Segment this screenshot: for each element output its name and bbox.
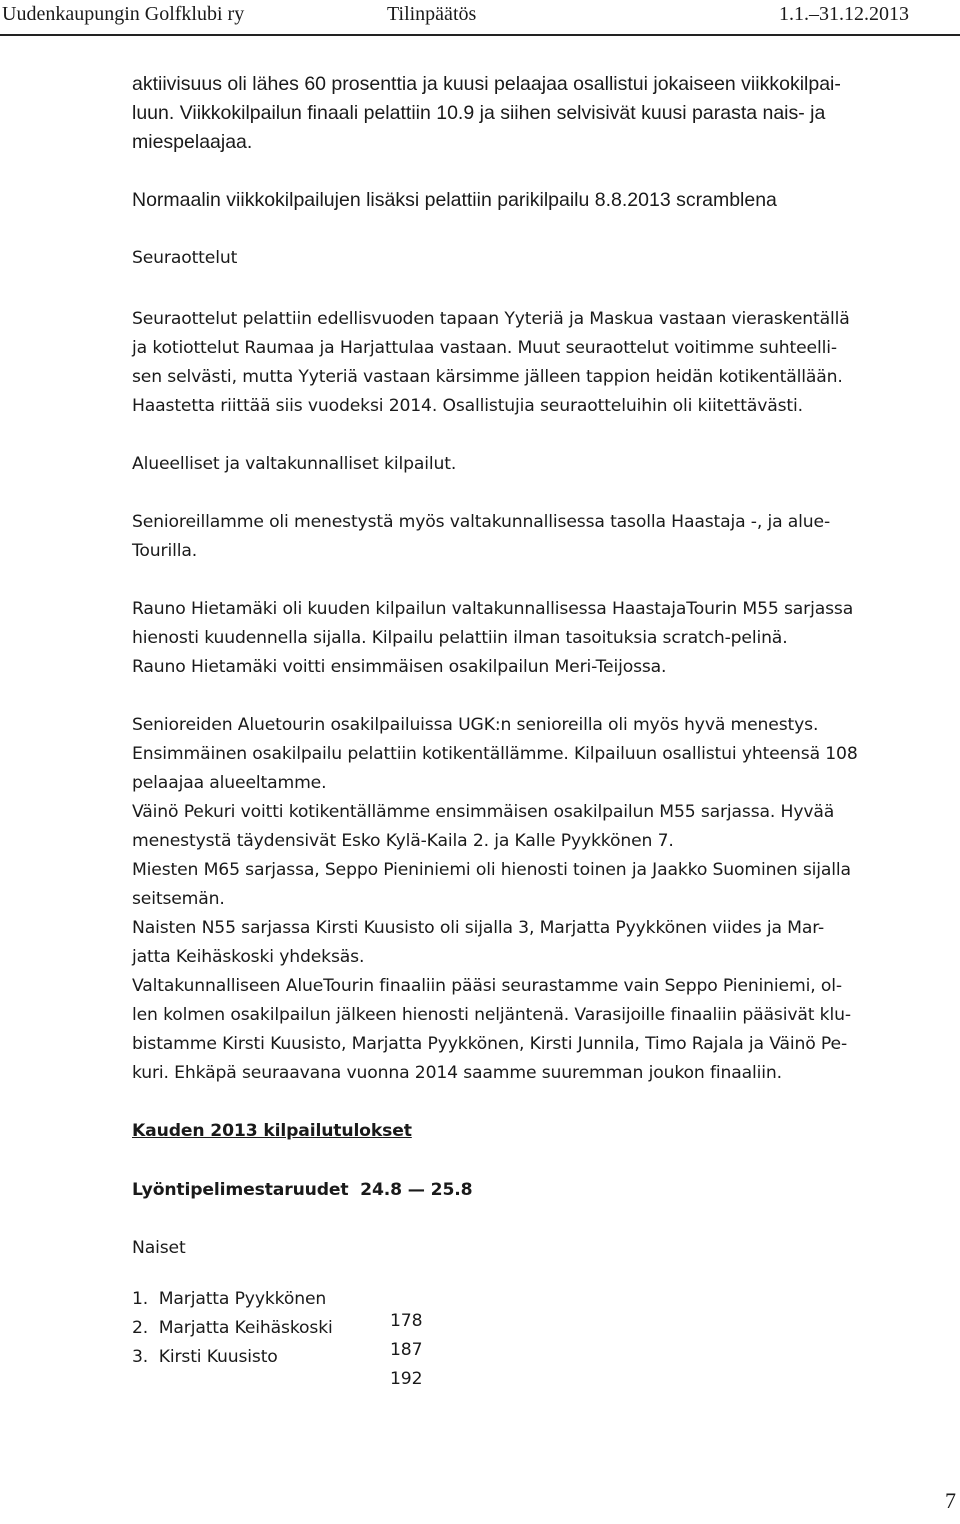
paragraph-line: sen selvästi, mutta Yyteriä vastaan kärsimme jälleen tappion heidän kotikentällään. [132,367,843,387]
paragraph-line: Miesten M65 sarjassa, Seppo Pieniniemi oli hienosti toinen ja Jaakko Suominen sijalla [132,860,851,880]
paragraph-line: Normaalin viikkokilpailujen lisäksi pelattiin parikilpailu 8.8.2013 scramblena [132,189,777,211]
page-number: 7 [945,1488,956,1513]
result-score: 178 [390,1311,423,1331]
paragraph-line: luun. Viikkokilpailun finaali pelattiin 10.9 ja siihen selvisivät kuusi parasta nais- ja [132,102,826,124]
paragraph-line: Ensimmäinen osakilpailu pelattiin kotikentällämme. Kilpailuun osallistui yhteensä 108 [132,744,858,764]
paragraph-line: Tourilla. [132,541,198,561]
paragraph-line: Rauno Hietamäki oli kuuden kilpailun valtakunnallisessa HaastajaTourin M55 sarjassa [132,599,854,619]
paragraph-line: Haastetta riittää siis vuodeksi 2014. Osallistujia seuraotteluihin oli kiitettävästi. [132,396,803,416]
result-score: 192 [390,1369,423,1389]
results-category-label: Naiset [132,1238,186,1258]
subsection-title-stroke-play: Lyöntipelimestaruudet 24.8 — 25.8 [132,1180,473,1200]
paragraph-line: Väinö Pekuri voitti kotikentällämme ensimmäisen osakilpailun M55 sarjassa. Hyvää [132,802,835,822]
paragraph-line: menestystä täydensivät Esko Kylä-Kaila 2. ja Kalle Pyykkönen 7. [132,831,674,851]
paragraph-line: len kolmen osakilpailun jälkeen hienosti neljäntenä. Varasijoille finaaliin pääsivät klu- [132,1005,851,1025]
paragraph-line: pelaajaa alueeltamme. [132,773,327,793]
paragraph-line: Alueelliset ja valtakunnalliset kilpailut. [132,454,457,474]
paragraph-line: Senioreillamme oli menestystä myös valtakunnallisessa tasolla Haastaja -, ja alue- [132,512,831,532]
header-club-name: Uudenkaupungin Golfklubi ry [2,3,245,25]
paragraph-line: Senioreiden Aluetourin osakilpailuissa UGK:n senioreilla oli myös hyvä menestys. [132,715,819,735]
result-name: 1. Marjatta Pyykkönen [132,1289,327,1309]
paragraph-line: kuri. Ehkäpä seuraavana vuonna 2014 saamme suuremman joukon finaaliin. [132,1063,782,1083]
paragraph-line: Rauno Hietamäki voitti ensimmäisen osakilpailun Meri-Teijossa. [132,657,667,677]
paragraph-line: hienosti kuudennella sijalla. Kilpailu pelattiin ilman tasoituksia scratch-pelinä. [132,628,788,648]
result-name: 3. Kirsti Kuusisto [132,1347,278,1367]
page-header [0,0,960,36]
paragraph-line: miespelaajaa. [132,131,253,153]
paragraph-line: jatta Keihäskoski yhdeksäs. [132,947,365,967]
paragraph-line: Seuraottelut pelattiin edellisvuoden tapaan Yyteriä ja Maskua vastaan vieraskentällä [132,309,850,329]
paragraph-line: aktiivisuus oli lähes 60 prosenttia ja kuusi pelaajaa osallistui jokaiseen viikkokilpai- [132,73,841,95]
result-name: 2. Marjatta Keihäskoski [132,1318,333,1338]
section-heading-seuraottelut: Seuraottelut [132,248,238,268]
result-score: 187 [390,1340,423,1360]
section-title-results: Kauden 2013 kilpailutulokset [132,1121,412,1141]
paragraph-line: Naisten N55 sarjassa Kirsti Kuusisto oli sijalla 3, Marjatta Pyykkönen viides ja Mar- [132,918,825,938]
header-document-title: Tilinpäätös [387,3,477,25]
paragraph-line: seitsemän. [132,889,225,909]
paragraph-line: ja kotiottelut Raumaa ja Harjattulaa vastaan. Muut seuraottelut voitimme suhteelli- [132,338,837,358]
paragraph-line: bistamme Kirsti Kuusisto, Marjatta Pyykkönen, Kirsti Junnila, Timo Rajala ja Väinö Pe- [132,1034,848,1054]
paragraph-line: Valtakunnalliseen AlueTourin finaaliin pääsi seurastamme vain Seppo Pieniniemi, ol- [132,976,842,996]
header-period: 1.1.–31.12.2013 [779,3,909,25]
